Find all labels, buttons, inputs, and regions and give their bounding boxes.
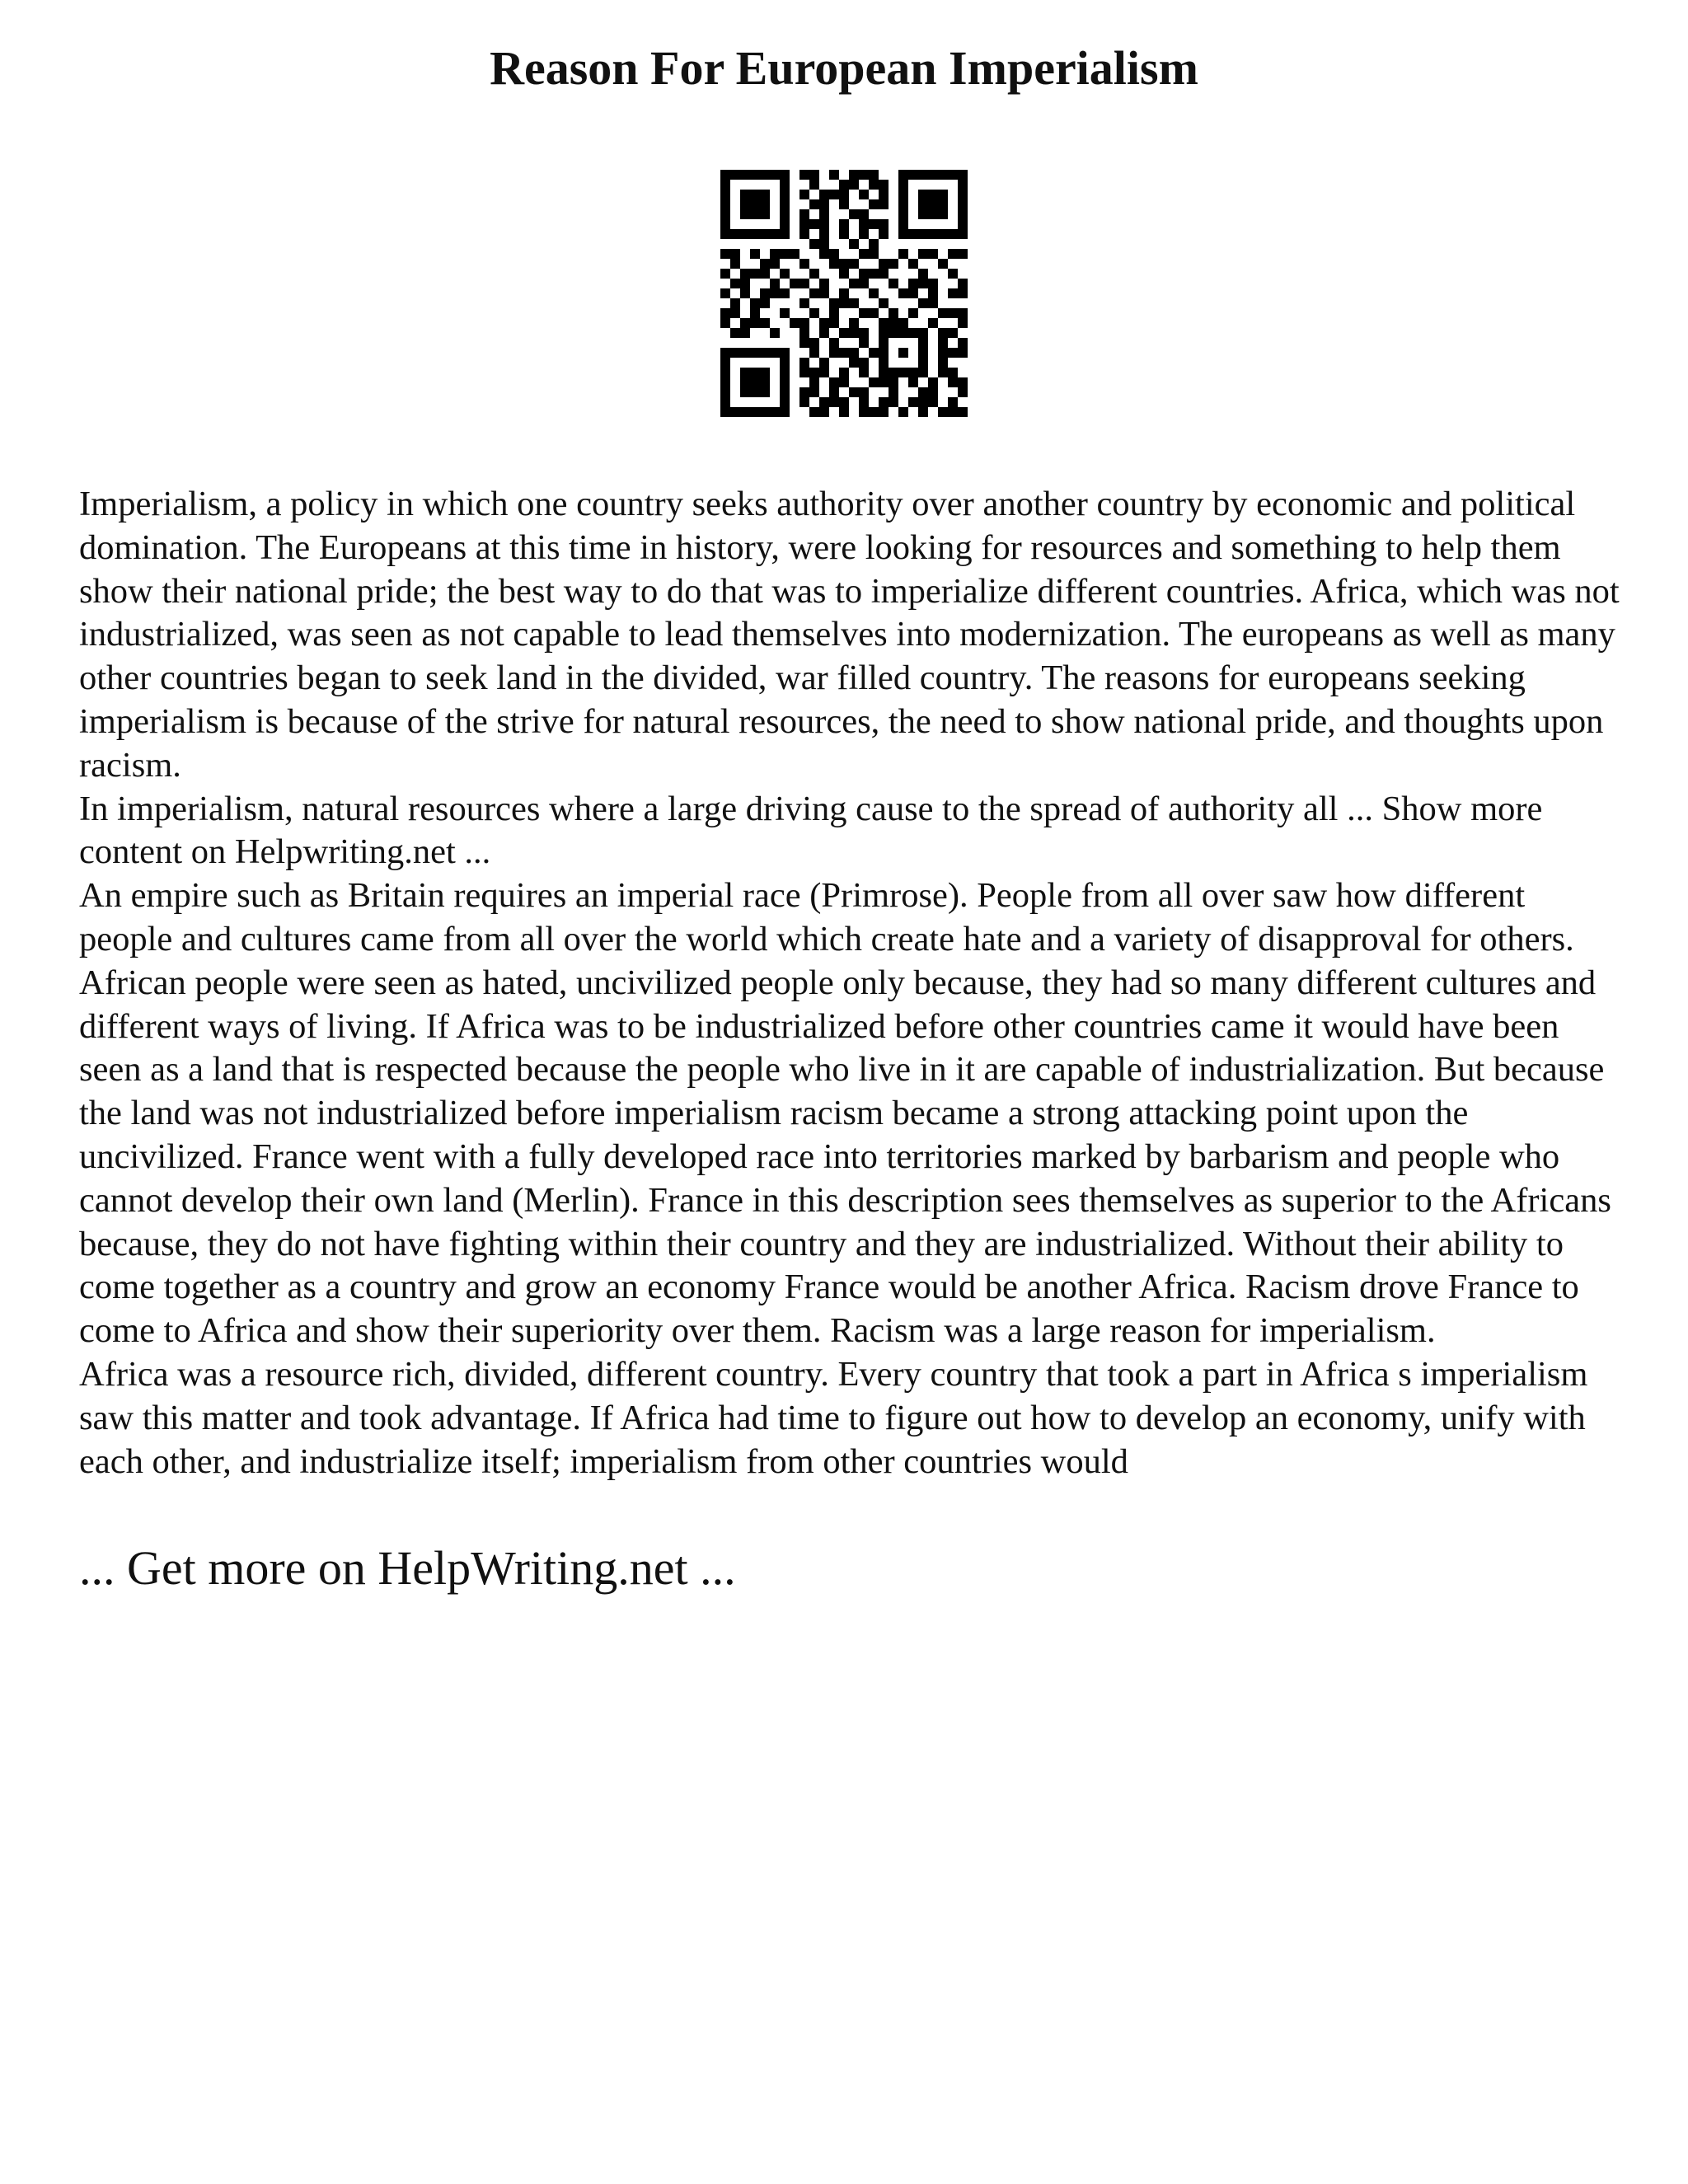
qr-code-icon [720, 170, 968, 417]
get-more-link[interactable]: ... Get more on HelpWriting.net ... [79, 1541, 736, 1595]
paragraph-intro: Imperialism, a policy in which one country seeks authority over another country by economic and political domination. The Europeans at this time in history, were looking for resources and something to help them show their national pride; the best way to do that was to imperialize different countries. Africa, which was not industrialized, was seen as not capable to lead themselves into modernization. The europeans as well as many other countries began to seek land in the divided, war filled country. The reasons for europeans seeking imperialism is because of the strive for natural resources, the need to show national pride, and thoughts upon racism. [79, 485, 1620, 785]
paragraph-racism: An empire such as Britain requires an imperial race (Primrose). People from all over saw how different people and cultures came from all over the world which create hate and a variety of disapproval for others. African people were seen as hated, uncivilized people only because, they had so many different cultures and different ways of living. If Africa was to be industrialized before other countries came it would have been seen as a land that is respected because the people who live in it are capable of industrialization. But because the land was not industrialized before imperialism racism became a strong attacking point upon the uncivilized. France went with a fully developed race into territories marked by barbarism and people who cannot develop their own land (Merlin). France in this description sees themselves as superior to the Africans because, they do not have fighting within their country and they are industrialized. Without their ability to come together as a country and grow an economy France would be another Africa. Racism drove France to come to Africa and show their superiority over them. Racism was a large reason for imperialism. [79, 876, 1611, 1351]
page-title: Reason For European Imperialism [490, 41, 1198, 95]
paragraph-resources: In imperialism, natural resources where a large driving cause to the spread of authority all ... Show more content on Helpwriting.net ... [79, 789, 1543, 872]
article-body [79, 483, 1620, 1483]
paragraph-conclusion: Africa was a resource rich, divided, different country. Every country that took a part in Africa s imperialism saw this matter and took advantage. If Africa had time to figure out how to develop an economy, unify with each other, and industrialize itself; imperialism from other countries would [79, 1354, 1588, 1481]
